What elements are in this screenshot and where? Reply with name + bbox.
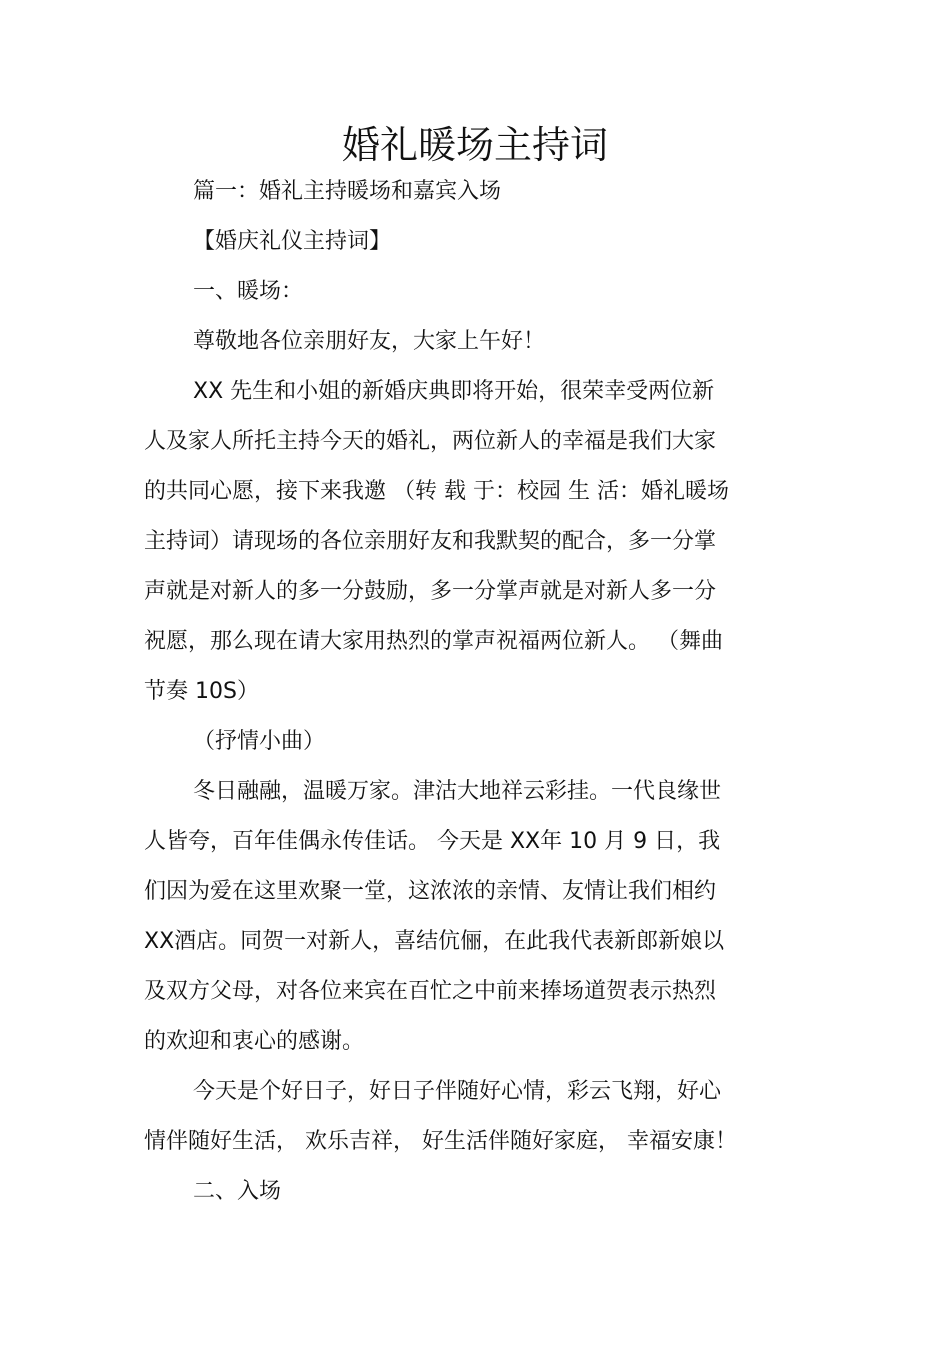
- paragraph-line: 情伴随好生活， 欢乐吉祥， 好生活伴随好家庭， 幸福安康！: [144, 1129, 737, 1154]
- paragraph-line: （抒情小曲）: [193, 729, 326, 754]
- paragraph-line: 节奏 10S）: [144, 679, 259, 704]
- paragraph-line: 的共同心愿，接下来我邀 （转 载 于：校园 生 活：婚礼暖场: [144, 479, 729, 504]
- paragraph-line: 尊敬地各位亲朋好友，大家上午好！: [193, 329, 546, 354]
- subheading: 【婚庆礼仪主持词】: [193, 229, 392, 254]
- paragraph-line: 声就是对新人的多一分鼓励，多一分掌声就是对新人多一分: [144, 579, 717, 604]
- paragraph-line: 主持词）请现场的各位亲朋好友和我默契的配合，多一分掌: [144, 529, 717, 554]
- paragraph-line: 人及家人所托主持今天的婚礼，两位新人的幸福是我们大家: [144, 429, 717, 454]
- paragraph-line: 冬日融融，温暖万家。津沽大地祥云彩挂。一代良缘世: [193, 779, 722, 804]
- paragraph-line: 祝愿，那么现在请大家用热烈的掌声祝福两位新人。 （舞曲: [144, 629, 723, 654]
- part-heading: 一、暖场：: [193, 279, 304, 304]
- section-heading: 篇一：婚礼主持暖场和嘉宾入场: [193, 179, 502, 204]
- paragraph-line: XX 先生和小姐的新婚庆典即将开始，很荣幸受两位新: [193, 379, 715, 404]
- paragraph-line: XX酒店。同贺一对新人，喜结伉俪，在此我代表新郎新娘以: [144, 929, 725, 954]
- part-heading: 二、入场: [193, 1179, 282, 1204]
- paragraph-line: 人皆夸，百年佳偶永传佳话。 今天是 XX年 10 月 9 日，我: [144, 829, 721, 854]
- paragraph-line: 今天是个好日子，好日子伴随好心情，彩云飞翔，好心: [193, 1079, 722, 1104]
- paragraph-line: 的欢迎和衷心的感谢。: [144, 1029, 365, 1054]
- document-title: 婚礼暖场主持词: [341, 123, 608, 167]
- paragraph-line: 及双方父母，对各位来宾在百忙之中前来捧场道贺表示热烈: [144, 979, 717, 1004]
- paragraph-line: 们因为爱在这里欢聚一堂，这浓浓的亲情、友情让我们相约: [144, 879, 717, 904]
